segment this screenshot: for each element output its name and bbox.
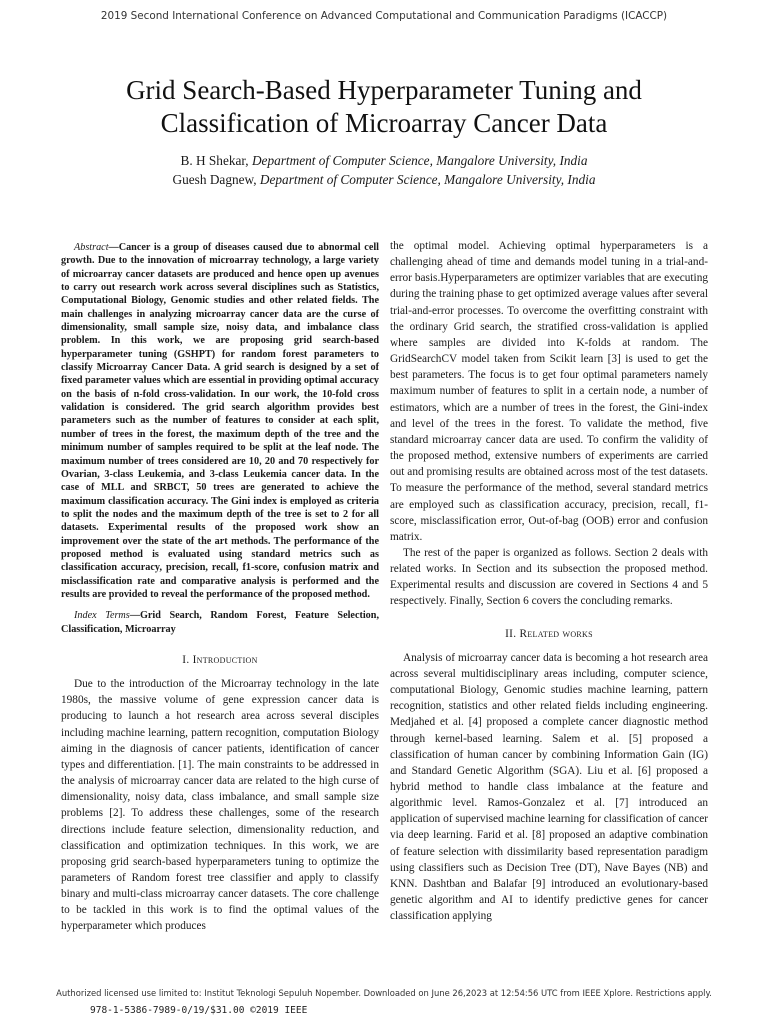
author-block [40, 151, 728, 189]
section-number: II. [505, 627, 517, 640]
author-name: Guesh Dagnew, [172, 172, 260, 187]
author-line-1 [40, 151, 728, 170]
introduction-paragraph: Due to the introduction of the Microarray technology in the late 1980s, the massive volume of gene expression cancer data is producing to launch a hot research area across several disciples including machine learning, pattern recognition, computation Biology aiming in the diagnosis of cancer patients, identification of cancer types and differentiation. [1]. The main constraints to be addressed in the analysis of microarray cancer data are related to the high curse of dimensionality, noisy data, class imbalance, and small sample size problems [2]. To address these challenges, some of the research directions include feature selection, dimensionality reduction, and classification and optimization techniques. In this work, we are proposing grid search-based hyperparameters tuning to optimize the parameters of Random forest tree classifier and apply to classify binary and multi-class microarray cancer datasets. The core challenge to be tackled in this work is to find the optimal values of the hyperparameter which produces [61, 678, 379, 933]
organization-paragraph: The rest of the paper is organized as follows. Section 2 deals with related works. In Section and its subsection the proposed method. Experimental results and discussion are covered in Sections 4 and 5 respectively. Finally, Section 6 covers the concluding remarks. [390, 546, 708, 608]
author-affiliation: Department of Computer Science, Mangalore University, India [251, 153, 588, 168]
section-number: I. [182, 653, 190, 666]
right-column [390, 238, 708, 924]
section-title-text: Introduction [192, 653, 258, 666]
author-line-2 [40, 170, 728, 189]
index-terms-label: Index Terms [74, 610, 130, 622]
author-name: B. H Shekar, [180, 153, 252, 168]
section-title-text: Related works [519, 627, 593, 640]
abstract-text: —Cancer is a group of diseases caused due to abnormal cell growth. Due to the innovation of microarray technology, a large variety of microarray cancer datasets are produced and hence open up avenues to carry out research work across several disciplines such as Statistics, Computational Biology, Genomic studies and other related fields. The main challenges in analyzing microarray cancer data are the curse of dimensionality, small sample size, noisy data, and imbalance class problem. In this work, we are proposing grid search-based hyperparameter tuning (GSHPT) for random forest parameters to classify Microarray Cancer Data. A grid search is designed by a set of fixed parameter values which are essential in providing optimal accuracy on the basis of n-fold cross-validation. In our work, the 10-fold cross validation is considered. The grid search algorithm provides best parameters such as the number of features to consider at each split, number of trees in the forest, the maximum depth of the tree and the minimum number of samples required to be split at the leaf node. The maximum number of trees considered are 10, 20 and 70 respectively for Ovarian, 3-class Leukemia, and 3-class Leukemia cancer data. In the case of MLL and SRBCT, 50 trees are generated to achieve the maximum classification accuracy. The Gini index is employed as criteria to split the nodes and the maximum depth of the tree is set to 2 for all datasets. Experimental results of the proposed work show an improvement over the state of the art methods. The performance of the proposed method is evaluated using standard metrics such as classification accuracy, precision, recall, f1-score, confusion matrix and misclassification rate and comparative analysis is performed and the results are provided to reveal the performance of the proposed method. [61, 242, 379, 600]
abstract [61, 241, 379, 601]
paper-title [40, 74, 728, 140]
author-affiliation: Department of Computer Science, Mangalore University, India [259, 172, 596, 187]
related-works-paragraph: Analysis of microarray cancer data is becoming a hot research area across several multidisciplinary areas including, computer science, computational Biology, Genomic studies machine learning, pattern recognition, statistics and other related fields including engineering. Medjahed et al. [4] proposed a complete cancer diagnostic method through kernel-based learning. Salem et al. [5] proposed a classification of human cancer by combining Information Gain (IG) and Standard Genetic Algorithm (SGA). Liu et al. [6] proposed a hybrid method to handle class imbalance at the feature and algorithmic level. Ramos-Gonzalez et al. [7] introduced an application of supervised machine learning for classification of cancer via deep learning. Farid et al. [8] proposed an adaptive combination of feature selection with dissimilarity based representation paradigm using classifiers such as Decision Tree (DT), Nave Bayes (NB) and KNN. Dashtban and Balafar [9] introduced an evolutionary-based genetic algorithm and AI to identify predictive genes for cancer classification applying [390, 651, 708, 923]
section-heading-introduction [61, 652, 379, 668]
isbn-copyright: 978-1-5386-7989-0/19/$31.00 ©2019 IEEE [90, 1005, 308, 1016]
authorized-use-notice: Authorized licensed use limited to: Institut Teknologi Sepuluh Nopember. Downloaded on June 26,2023 at 12:54:56 UTC from IEEE Xplore. Restrictions apply. [56, 988, 712, 998]
conference-header: 2019 Second International Conference on Advanced Computational and Communication Paradigms (ICACCP) [100, 10, 668, 22]
left-column [61, 238, 379, 935]
paper-title-line-1: Grid Search-Based Hyperparameter Tuning and [126, 75, 642, 105]
abstract-label: Abstract [74, 242, 109, 253]
introduction-continuation: the optimal model. Achieving optimal hyperparameters is a challenging ahead of time and demands model tuning in a trial-and-error basis.Hyperparameters are optimizer variables that are executing during the training phase to get optimized average values after several trial-and-error processes. To overcome the overfitting constraint with the ordinary Grid search, the stratified cross-validation is applied where samples are divided into K-folds at random. The GridSearchCV model taken from Scikit learn [3] is used to get the best parameters. The focus is to get four optimal parameters namely maximum number of features to split in a certain node, a number of estimators, which are a number of trees in the forest, the Gini-index and level of the trees in the forest. To validate the method, five standard microarray cancer data are used. To confirm the validity of the proposed method, extensive numbers of experiments are carried out and promising results are obtained across most of the test datasets. To measure the performance of the method, several standard metrics are employed such as classification accuracy, precision, recall, f1-score, misclassification error, Out-of-bag (OOB) error and confusion matrix. [390, 240, 708, 543]
index-terms-text: —Grid Search, Random Forest, Feature Selection, Classification, Microarray [61, 610, 379, 635]
paper-title-line-2: Classification of Microarray Cancer Data [160, 108, 608, 138]
section-heading-related-works [390, 626, 708, 642]
index-terms [61, 609, 379, 636]
